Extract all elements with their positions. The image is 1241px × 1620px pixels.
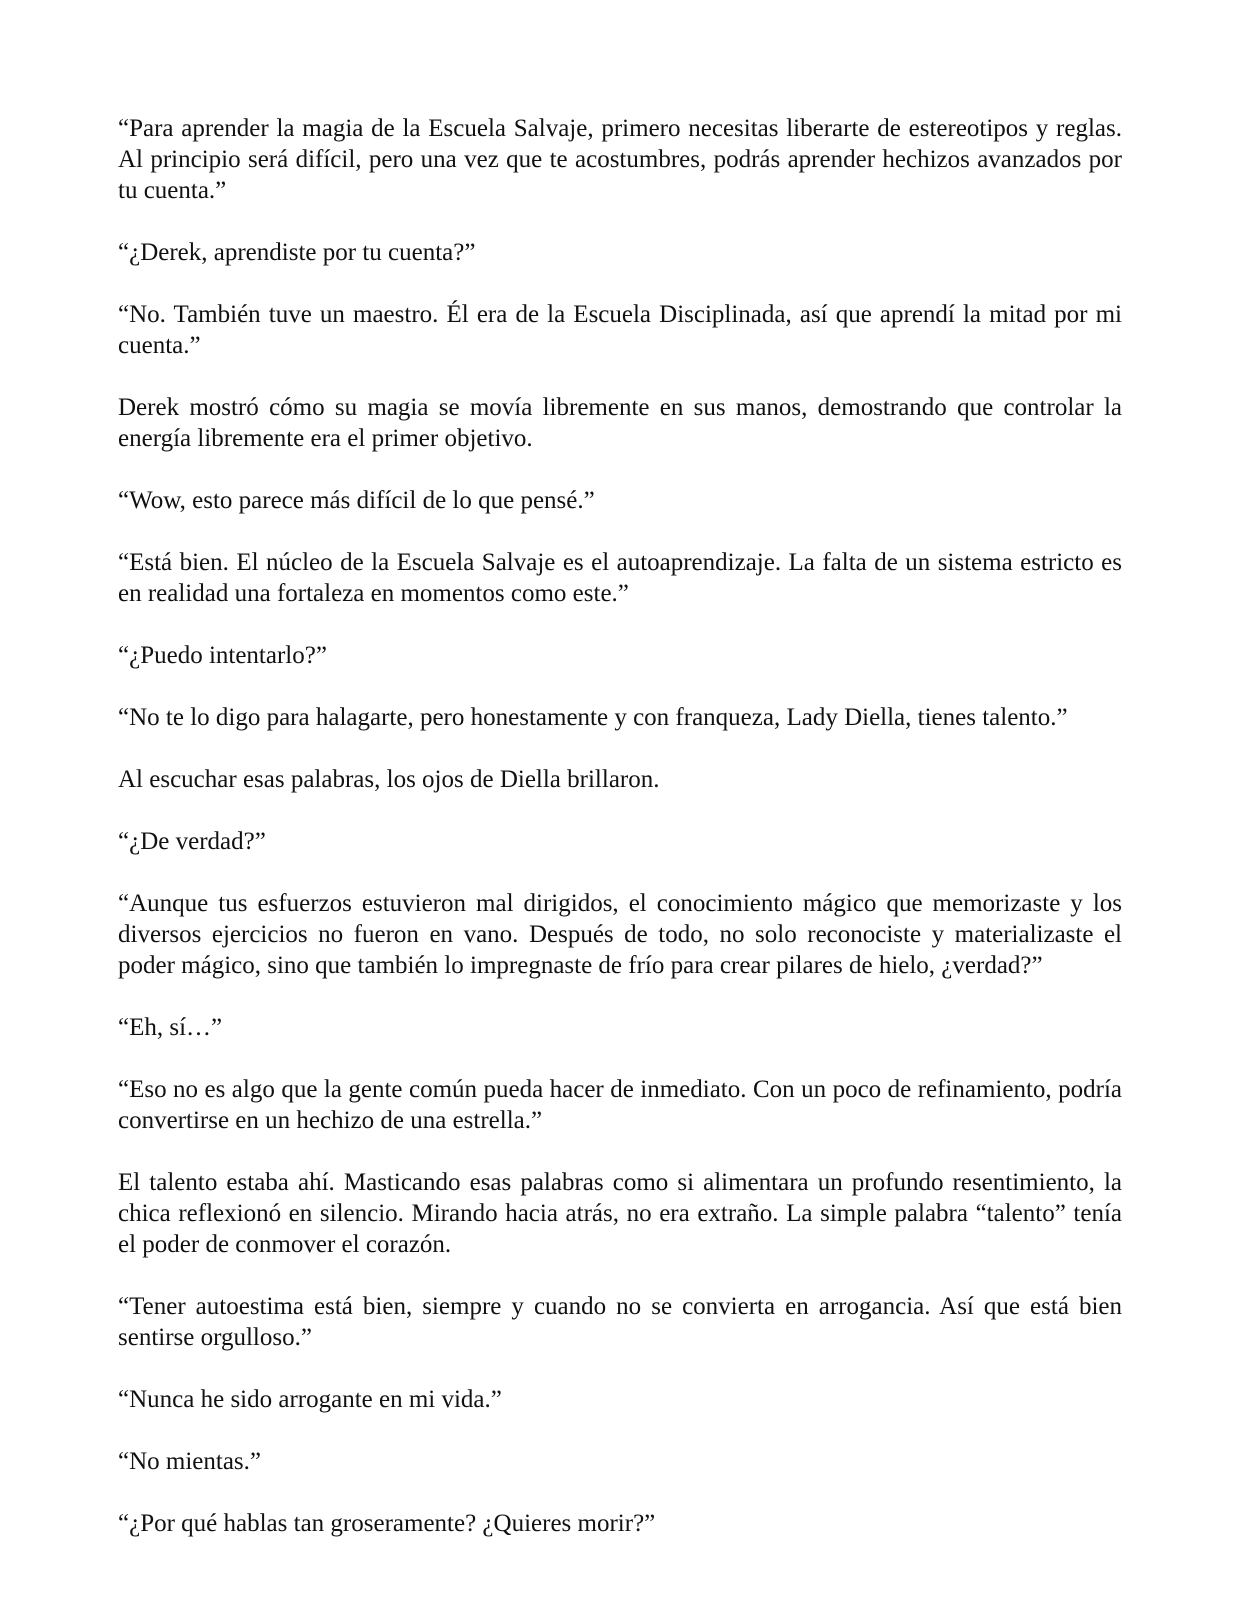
document-body [118, 113, 1122, 1539]
paragraph-3: “No. También tuve un maestro. Él era de la Escuela Disciplinada, así que aprendí la mitad por mi cuenta.” [118, 301, 1122, 359]
paragraph-16: “Nunca he sido arrogante en mi vida.” [118, 1386, 502, 1413]
paragraph-7: “¿Puedo intentarlo?” [118, 642, 327, 669]
paragraph-14: El talento estaba ahí. Masticando esas palabras como si alimentara un profundo resentimiento, la chica reflexionó en silencio. Mirando hacia atrás, no era extraño. La simple palabra “talento” tenía el poder de conmover el corazón. [118, 1169, 1122, 1258]
paragraph-18: “¿Por qué hablas tan groseramente? ¿Quieres morir?” [118, 1510, 656, 1537]
paragraph-4: Derek mostró cómo su magia se movía libremente en sus manos, demostrando que controlar la energía libremente era el primer objetivo. [118, 394, 1122, 452]
paragraph-1: “Para aprender la magia de la Escuela Salvaje, primero necesitas liberarte de estereotipos y reglas. Al principio será difícil, pero una vez que te acostumbres, podrás aprender hechizos avanzados por tu cuenta.” [118, 115, 1122, 204]
paragraph-10: “¿De verdad?” [118, 828, 266, 855]
paragraph-15: “Tener autoestima está bien, siempre y cuando no se convierta en arrogancia. Así que está bien sentirse orgulloso.” [118, 1293, 1122, 1351]
paragraph-11: “Aunque tus esfuerzos estuvieron mal dirigidos, el conocimiento mágico que memorizaste y los diversos ejercicios no fueron en vano. Después de todo, no solo reconociste y materializaste el poder mágico, sino que también lo impregnaste de frío para crear pilares de hielo, ¿verdad?” [118, 890, 1122, 979]
paragraph-13: “Eso no es algo que la gente común pueda hacer de inmediato. Con un poco de refinamiento, podría convertirse en un hechizo de una estrella.” [118, 1076, 1122, 1134]
paragraph-8: “No te lo digo para halagarte, pero honestamente y con franqueza, Lady Diella, tienes talento.” [118, 704, 1068, 731]
paragraph-9: Al escuchar esas palabras, los ojos de Diella brillaron. [118, 766, 660, 793]
paragraph-5: “Wow, esto parece más difícil de lo que pensé.” [118, 487, 595, 514]
paragraph-6: “Está bien. El núcleo de la Escuela Salvaje es el autoaprendizaje. La falta de un sistema estricto es en realidad una fortaleza en momentos como este.” [118, 549, 1122, 607]
paragraph-2: “¿Derek, aprendiste por tu cuenta?” [118, 239, 476, 266]
paragraph-12: “Eh, sí…” [118, 1014, 223, 1041]
paragraph-17: “No mientas.” [118, 1448, 262, 1475]
